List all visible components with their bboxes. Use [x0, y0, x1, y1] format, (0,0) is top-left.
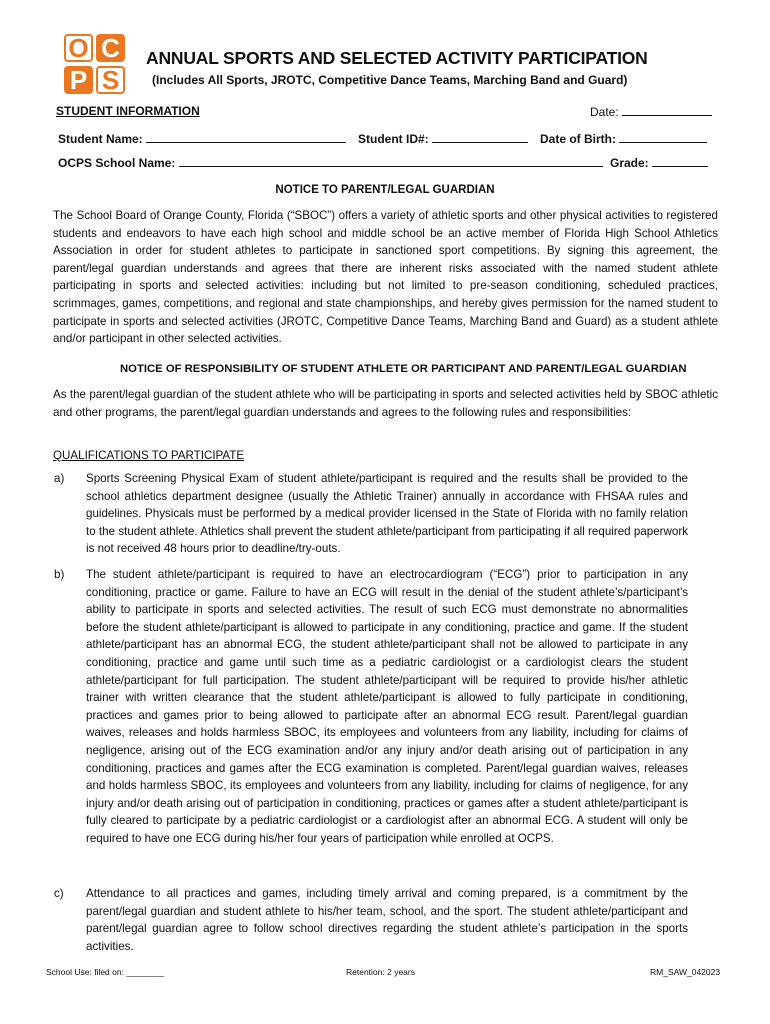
- item-marker: c): [54, 887, 64, 900]
- footer-retention: Retention: 2 years: [346, 967, 415, 977]
- dob-field[interactable]: [619, 131, 707, 143]
- logo-letter-o: O: [64, 34, 93, 62]
- date-row: [590, 104, 712, 119]
- school-name-field[interactable]: [179, 155, 603, 167]
- grade-label: Grade:: [610, 156, 649, 170]
- qualification-item-b: [54, 566, 688, 878]
- student-name-field[interactable]: [146, 131, 346, 143]
- footer-school-use: School Use: filed on: ________: [46, 967, 165, 977]
- dob-label: Date of Birth:: [540, 132, 616, 146]
- form-title: ANNUAL SPORTS AND SELECTED ACTIVITY PARTICIPATION: [146, 48, 648, 68]
- notice-parent-heading: NOTICE TO PARENT/LEGAL GUARDIAN: [275, 184, 495, 196]
- logo-letter-p: P: [64, 66, 93, 94]
- qualifications-heading: QUALIFICATIONS TO PARTICIPATE: [53, 449, 245, 462]
- logo-letter-c: C: [96, 34, 125, 62]
- notice-parent-body: The School Board of Orange County, Florida (“SBOC”) offers a variety of athletic sports and other physical activities to registered students and endeavors to have each high school and middle school be an active member of Florida High School Athletics Association in order for student athletes to participate in sanctioned sport competitions. By signing this agreement, the parent/legal guardian understands and agrees that there are inherent risks associated with the named student athlete participating in sports and selected activities: including but not limited to pre-season conditioning, scheduled practices, scrimmages, games, competitions, and regional and state championships, and hereby gives permission for the named student to participate in sports and selected activities (JROTC, Competitive Dance Teams, Marching Band and Guard) as a student athlete and/or participant in other selected activities.: [53, 209, 718, 346]
- school-name-label: OCPS School Name:: [58, 156, 176, 170]
- student-name-row: [58, 131, 346, 146]
- student-info-heading: STUDENT INFORMATION: [56, 104, 200, 118]
- student-id-row: [358, 131, 528, 146]
- form-subtitle: (Includes All Sports, JROTC, Competitive Dance Teams, Marching Band and Guard): [152, 73, 628, 87]
- qualification-item-a: [54, 470, 688, 560]
- item-marker: b): [54, 568, 65, 581]
- school-name-row: [58, 155, 603, 170]
- dob-row: [540, 131, 707, 146]
- student-name-label: Student Name:: [58, 132, 143, 146]
- ocps-logo: [64, 34, 128, 96]
- qualification-item-c: [54, 885, 688, 957]
- student-id-label: Student ID#:: [358, 132, 429, 146]
- grade-field[interactable]: [652, 155, 708, 167]
- notice-responsibility-heading: NOTICE OF RESPONSIBILITY OF STUDENT ATHLETE OR PARTICIPANT AND PARENT/LEGAL GUARDIAN: [120, 363, 687, 375]
- notice-responsibility-body: As the parent/legal guardian of the student athlete who will be participating in sports and selected activities held by SBOC athletic and other programs, the parent/legal guardian understands and agrees to the following rules and responsibilities:: [53, 388, 718, 419]
- logo-letter-s: S: [96, 66, 125, 94]
- student-id-field[interactable]: [432, 131, 528, 143]
- footer-form-code: RM_SAW_042023: [650, 967, 721, 977]
- item-text: Attendance to all practices and games, including timely arrival and coming prepared, is a commitment by the parent/legal guardian and student athlete to his/her team, school, and the sport. The student athlete/participant and parent/legal guardian agree to follow school directives regarding the student athlete’s participation in the sports activities.: [86, 887, 688, 953]
- date-label: Date:: [590, 105, 619, 119]
- grade-row: [610, 155, 708, 170]
- item-text: The student athlete/participant is required to have an electrocardiogram (“ECG”) prior to participation in any conditioning, practice or game. Failure to have an ECG will result in the denial of the student athlete’s/participant’s ability to participate in sports and selected activities. The result of such ECG must demonstrate no abnormalities before the student athlete/participant is allowed to participate in any conditioning, practice and game. If the student athlete/participant has an abnormal ECG, the student athlete/participant shall not be allowed to participate in any conditioning, practice and game until such time as a pediatric cardiologist or a cardiologist clears the student athlete/participant for full participation. The student athlete/participant will be required to provide his/her athletic trainer with written clearance that the student athlete/participant is allowed to fully participate in conditioning, practices and games prior to being allowed to participate after an abnormal ECG result. Parent/legal guardian waives, releases and holds harmless SBOC, its employees and volunteers from any liability, including for claims of negligence, arising out of the ECG examination and/or any injury and/or death arising out of participation in any conditioning, practices and games after the ECG examination is completed. Parent/legal guardian waives, releases and holds harmless SBOC, its employees and volunteers from any liability, including for claims of negligence, for any injury and/or death arising out of participation in conditioning, practices or games after a student athlete/participant is fully cleared to participate by a pediatric cardiologist or a cardiologist after an abnormal ECG. A student will only be required to have one ECG during his/her four years of participation while enrolled at OCPS.: [86, 568, 688, 845]
- item-marker: a): [54, 472, 65, 485]
- item-text: Sports Screening Physical Exam of student athlete/participant is required and the results shall be provided to the school athletics department designee (usually the Athletic Trainer) annually in accordance with FHSAA rules and guidelines. Physicals must be performed by a medical provider licensed in the State of Florida with no family relation to the student athlete. Athletics shall prevent the student athlete/participant from participating if all required paperwork is not received 48 hours prior to deadline/try-outs.: [86, 472, 688, 556]
- date-field[interactable]: [622, 104, 712, 116]
